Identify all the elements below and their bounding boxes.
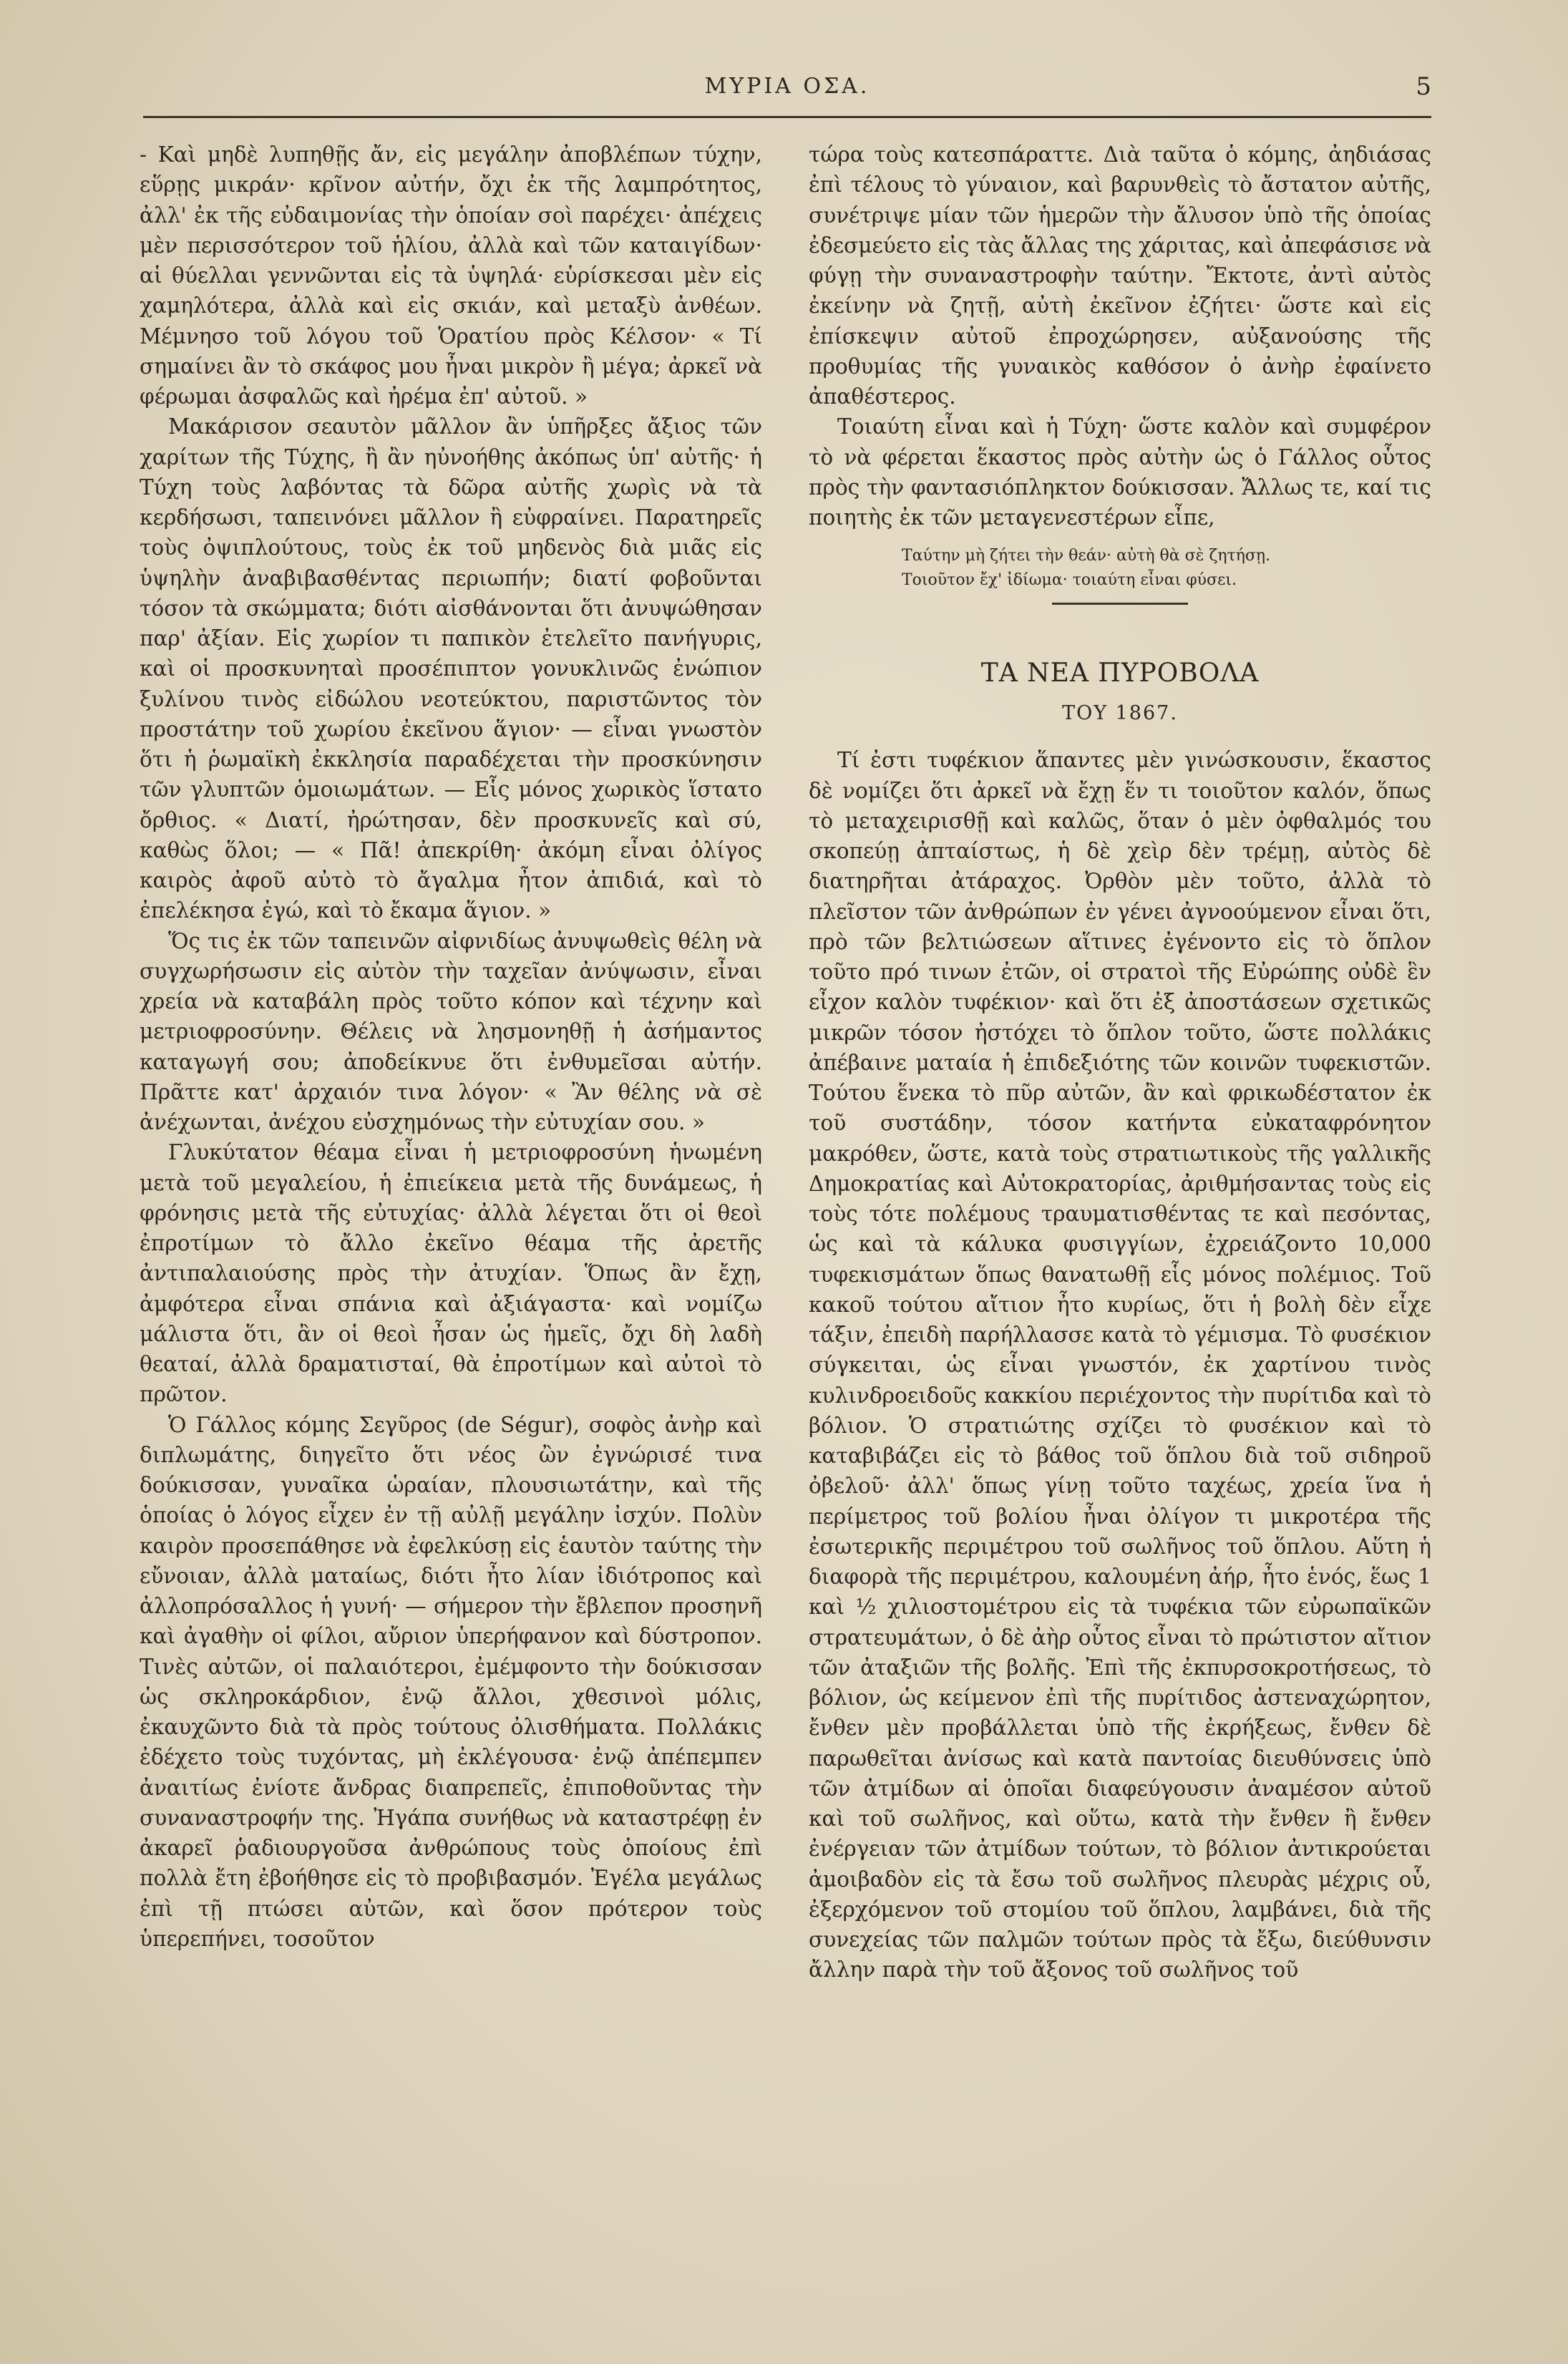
paragraph: Μακάρισον σεαυτὸν μᾶλλον ἂν ὑπῆρξες ἄξιος τῶν χαρίτων τῆς Τύχης, ἢ ἂν ηὐνοήθης ἀκόπως ὑπ' αὐτῆς· ἡ Τύχη τοὺς λαβόντας τὰ δῶρα αὐτῆς χωρὶς νὰ τὰ κερδήσωσι, ταπεινόνει μᾶλλον ἢ εὐφραίνει. Παρατηρεῖς τοὺς ὀψιπλούτους, τοὺς ἐκ τοῦ μηδενὸς διὰ μιᾶς εἰς ὑψηλὴν ἀναβιβασθέντας περιωπήν; διατί φοβοῦνται τόσον τὰ σκώμματα; διότι αἰσθάνονται ὅτι ἀνυψώθησαν παρ' ἀξίαν. Εἰς χωρίον τι παπικὸν ἐτελεῖτο πανήγυρις, καὶ οἱ προσκυνηταὶ προσέπιπτον γονυκλινῶς ἐνώπιον ξυλίνου τινὸς εἰδώλου νεοτεύκτου, παριστῶντος τὸν προστάτην τοῦ χωρίου ἐκεῖνου ἅγιον· — εἶναι γνωστὸν ὅτι ἡ ῥωμαϊκὴ ἐκκλησία παραδέχεται τὴν προσκύνησιν τῶν γλυπτῶν ὁμοιωμάτων. — Εἷς μόνος χωρικὸς ἵστατο ὄρθιος. « Διατί, ἠρώτησαν, δὲν προσκυνεῖς καὶ σύ, καθὼς ὅλοι; — « Πᾶ! ἀπεκρίθη· ἀκόμη εἶναι ὀλίγος καιρὸς ἀφοῦ αὐτὸ τὸ ἄγαλμα ἦτον ἀπιδιά, καὶ τὸ ἐπελέκησα ἐγώ, καὶ τὸ ἔκαμα ἅγιον. » [140,414,762,923]
running-title: ΜΥΡΙΑ ΟΣΑ. [704,74,870,99]
section-title: ΤΑ ΝΕΑ ΠΥΡΟΒΟΛΑ [980,658,1260,689]
paragraph: - Καὶ μηδὲ λυπηθῇς ἄν, εἰς μεγάλην ἀποβλέπων τύχην, εὕρῃς μικράν· κρῖνον αὐτήν, ὄχι ἐκ τῆς λαμπρότητος, ἀλλ' ἐκ τῆς εὐδαιμονίας τὴν ὁποίαν σοὶ παρέχει· ἀπέχεις μὲν περισσότερον τοῦ ἡλίου, ἀλλὰ καὶ τῶν καταιγίδων· αἱ θύελλαι γεννῶνται εἰς τὰ ὑψηλά· εὑρίσκεσαι μὲν εἰς χαμηλότερα, ἀλλὰ καὶ εἰς σκιάν, καὶ μεταξὺ ἀνθέων. Μέμνησο τοῦ λόγου τοῦ Ὁρατίου πρὸς Κέλσον· « Τί σημαίνει ἂν τὸ σκάφος μου ἦναι μικρὸν ἢ μέγα; ἀρκεῖ νὰ φέρωμαι ἀσφαλῶς καὶ ἠρέμα ἐπ' αὐτοῦ. » [140,142,762,409]
section-subtitle: ΤΟΥ 1867. [1062,702,1178,725]
verse-line: Τοιοῦτον ἔχ' ἰδίωμα· τοιαύτη εἶναι φύσει. [902,571,1237,590]
paragraph: τώρα τοὺς κατεσπάραττε. Διὰ ταῦτα ὁ κόμης, ἀηδιάσας ἐπὶ τέλους τὸ γύναιον, καὶ βαρυνθεὶς τὸ ἄστατον αὐτῆς, συνέτριψε μίαν τῶν ἡμερῶν τὴν ἄλυσον ὑπὸ τῆς ὁποίας ἐδεσμεύετο εἰς τὰς ἄλλας της χάριτας, καὶ ἀπεφάσισε νὰ φύγῃ τὴν συναναστροφὴν ταύτην. Ἔκτοτε, ἀντὶ αὐτὸς ἐκείνην νὰ ζητῇ, αὐτὴ ἐκεῖνον ἐζήτει· ὥστε καὶ εἰς ἐπίσκεψιν αὐτοῦ ἐπροχώρησεν, αὐξανούσης τῆς προθυμίας τῆς γυναικὸς καθόσον ὁ ἀνὴρ ἐφαίνετο ἀπαθέστερος. [809,142,1431,409]
page-number: 5 [1416,72,1431,101]
header-rule [143,116,1431,118]
verse-line: Ταύτην μὴ ζήτει τὴν θεάν· αὐτὴ θὰ σὲ ζητήσῃ. [902,547,1271,565]
verse-quote [902,544,1431,593]
section-divider-rule [1052,603,1188,605]
right-column [809,140,1431,1985]
paragraph: Ὁ Γάλλος κόμης Σεγῦρος (de Ségur), σοφὸς ἀνὴρ καὶ διπλωμάτης, διηγεῖτο ὅτι νέος ὢν ἐγνώρισέ τινα δούκισσαν, γυναῖκα ὡραίαν, πλουσιωτάτην, καὶ τῆς ὁποίας ὁ λόγος εἶχεν ἐν τῇ αὐλῇ μεγάλην ἰσχύν. Πολὺν καιρὸν προσεπάθησε νὰ ἐφελκύσῃ εἰς ἑαυτὸν ταύτης τὴν εὔνοιαν, ἀλλὰ ματαίως, διότι ἦτο λίαν ἰδιότροπος καὶ ἀλλοπρόσαλλος ἡ γυνή· — σήμερον τὴν ἔβλεπον προσηνῆ καὶ ἀγαθὴν οἱ φίλοι, αὔριον ὑπερήφανον καὶ δύστροπον. Τινὲς αὐτῶν, οἱ παλαιότεροι, ἐμέμφοντο τὴν δούκισσαν ὡς σκληροκάρδιον, ἐνῷ ἄλλοι, χθεσινοὶ μόλις, ἐκαυχῶντο διὰ τὰ πρὸς τούτους ὀλισθήματα. Πολλάκις ἐδέχετο τοὺς τυχόντας, μὴ ἐκλέγουσα· ἐνῷ ἀπέπεμπεν ἀναιτίως ἐνίοτε ἄνδρας διαπρεπεῖς, ἐπιποθοῦντας τὴν συναναστροφήν της. Ἠγάπα συνήθως νὰ καταστρέφῃ ἐν ἀκαρεῖ ῥαδιουργοῦσα ἀνθρώπους τοὺς ὁποίους ἐπὶ πολλὰ ἔτη ἐβοήθησε εἰς τὸ προβιβασμόν. Ἐγέλα μεγάλως ἐπὶ τῇ πτώσει αὐτῶν, καὶ ὅσον πρότερον τοὺς ὑπερεπήνει, τοσοῦτον [140,1412,762,1951]
paragraph: Τί ἐστι τυφέκιον ἅπαντες μὲν γινώσκουσιν, ἕκαστος δὲ νομίζει ὅτι ἀρκεῖ νὰ ἔχῃ ἕν τι τοιοῦτον καλόν, ὅπως τὸ μεταχειρισθῇ καὶ καλῶς, ὅταν ὁ μὲν ὀφθαλμός του σκοπεύῃ ἀπταίστως, ἡ δὲ χεὶρ δὲν τρέμῃ, αὐτὸς δὲ διατηρῆται ἀτάραχος. Ὀρθὸν μὲν τοῦτο, ἀλλὰ τὸ πλεῖστον τῶν ἀνθρώπων ἐν γένει ἀγνοούμενον εἶναι ὅτι, πρὸ τῶν βελτιώσεων αἵτινες ἐγένοντο εἰς τὸ ὅπλον τοῦτο πρό τινων ἐτῶν, οἱ στρατοὶ τῆς Εὐρώπης οὐδὲ ἓν εἶχον καλὸν τυφέκιον· καὶ ὅτι ἐξ ἀποστάσεων σχετικῶς μικρῶν τόσον ἠστόχει τὸ ὅπλον τοῦτο, ὥστε πολλάκις ἀπέβαινε ματαία ἡ ἐπιδεξιότης τῶν κοινῶν τυφεκιστῶν. Τούτου ἕνεκα τὸ πῦρ αὐτῶν, ἂν καὶ φρικωδέστατον ἐκ τοῦ συστάδην, τόσον κατήντα εὐκαταφρόνητον μακρόθεν, ὥστε, κατὰ τοὺς στρατιωτικοὺς τῆς γαλλικῆς Δημοκρατίας καὶ Αὐτοκρατορίας, ἀριθμήσαντας τοὺς εἰς τοὺς τότε πολέμους τραυματισθέντας τε καὶ πεσόντας, ὡς καὶ τὰ κάλυκα φυσιγγίων, ἐχρειάζοντο 10,000 τυφεκισμάτων ὅπως θανατωθῇ εἷς μόνος πολέμιος. Τοῦ κακοῦ τούτου αἴτιον ἦτο κυρίως, ὅτι ἡ βολὴ δὲν εἶχε τάξιν, ἐπειδὴ παρήλλασσε κατὰ τὸ γέμισμα. Τὸ φυσέκιον σύγκειται, ὡς εἶναι γνωστόν, ἐκ χαρτίνου τινὸς κυλινδροειδοῦς κακκίου περιέχοντος τὴν πυρίτιδα καὶ τὸ βόλιον. Ὁ στρατιώτης σχίζει τὸ φυσέκιον καὶ τὸ καταβιβάζει εἰς τὸ βάθος τοῦ ὅπλου διὰ τοῦ σιδηροῦ ὀβελοῦ· ἀλλ' ὅπως γίνῃ τοῦτο ταχέως, χρεία ἵνα ἡ περίμετρος τοῦ βολίου ἦναι ὀλίγον τι μικροτέρα τῆς ἐσωτερικῆς περιμέτρου τοῦ σωλῆνος τοῦ ὅπλου. Αὕτη ἡ διαφορὰ τῆς περιμέτρου, καλουμένη ἀήρ, ἦτο ἑνός, ἕως 1 καὶ ½ χιλιοστομέτρου εἰς τὰ τυφέκια τῶν εὐρωπαϊκῶν στρατευμάτων, ὁ δὲ ἀὴρ οὗτος εἶναι τὸ πρώτιστον αἴτιον τῶν ἀταξιῶν τῆς βολῆς. Ἐπὶ τῆς ἐκπυρσοκροτήσεως, τὸ βόλιον, ὡς κείμενον ἐπὶ τῆς πυρίτιδος ἀστεναχώρητον, ἔνθεν μὲν προβάλλεται ὑπὸ τῆς ἐκρήξεως, ἔνθεν δὲ παρωθεῖται ἀνίσως καὶ κατὰ παντοίας διευθύνσεις ὑπὸ τῶν ἀτμίδων αἱ ὁποῖαι διαφεύγουσιν ἀναμέσον αὐτοῦ καὶ τοῦ σωλῆνος, καὶ οὕτω, κατὰ τὴν ἔνθεν ἢ ἔνθεν ἐνέργειαν τῶν ἀτμίδων τούτων, τὸ βόλιον ἀντικρούεται ἀμοιβαδὸν εἰς τὰ ἔσω τοῦ σωλῆνος πλευρὰς μέχρις οὗ, ἐξερχόμενον τοῦ στομίου τοῦ ὅπλου, λαμβάνει, διὰ τῆς συνεχείας τῶν παλμῶν τούτων πρὸς τὰ ἔξω, διεύθυνσιν ἄλλην παρὰ τὴν τοῦ ἄξονος τοῦ σωλῆνος τοῦ [809,748,1431,1983]
page-header [143,68,1431,111]
left-column [140,140,762,1954]
paragraph: Γλυκύτατον θέαμα εἶναι ἡ μετριοφροσύνη ἡνωμένη μετὰ τοῦ μεγαλείου, ἡ ἐπιείκεια μετὰ τῆς δυνάμεως, ἡ φρόνησις μετὰ τῆς εὐτυχίας· ἀλλὰ λέγεται ὅτι οἱ θεοὶ ἐπροτίμων τὸ ἄλλο ἐκεῖνο θέαμα τῆς ἀρετῆς ἀντιπαλαιούσης πρὸς τὴν ἀτυχίαν. Ὅπως ἂν ἔχῃ, ἀμφότερα εἶναι σπάνια καὶ ἀξιάγαστα· καὶ νομίζω μάλιστα ὅτι, ἂν οἱ θεοὶ ἦσαν ὡς ἡμεῖς, ὄχι δὴ λαδὴ θεαταί, ἀλλὰ δραματισταί, θὰ ἐπροτίμων καὶ αὐτοὶ τὸ πρῶτον. [140,1140,762,1407]
paragraph: Ὅς τις ἐκ τῶν ταπεινῶν αἰφνιδίως ἀνυψωθεὶς θέλη νὰ συγχωρήσωσιν εἰς αὐτὸν τὴν ταχεῖαν ἀνύψωσιν, εἶναι χρεία νὰ καταβάλη πρὸς τοῦτο κόπον καὶ τέχνην καὶ μετριοφροσύνην. Θέλεις νὰ λησμονηθῇ ἡ ἀσήμαντος καταγωγή σου; ἀποδείκνυε ὅτι ἐνθυμεῖσαι αὐτήν. Πρᾶττε κατ' ἀρχαιόν τινα λόγον· « Ἂν θέλης νὰ σὲ ἀνέχωνται, ἀνέχου εὐσχημόνως τὴν εὐτυχίαν σου. » [140,928,762,1134]
paragraph: Τοιαύτη εἶναι καὶ ἡ Τύχη· ὥστε καλὸν καὶ συμφέρον τὸ νὰ φέρεται ἕκαστος πρὸς αὐτὴν ὡς ὁ Γάλλος οὗτος πρὸς τὴν φαντασιόπληκτον δούκισσαν. Ἄλλως τε, καί τις ποιητὴς ἐκ τῶν μεταγενεστέρων εἶπε, [809,414,1431,530]
